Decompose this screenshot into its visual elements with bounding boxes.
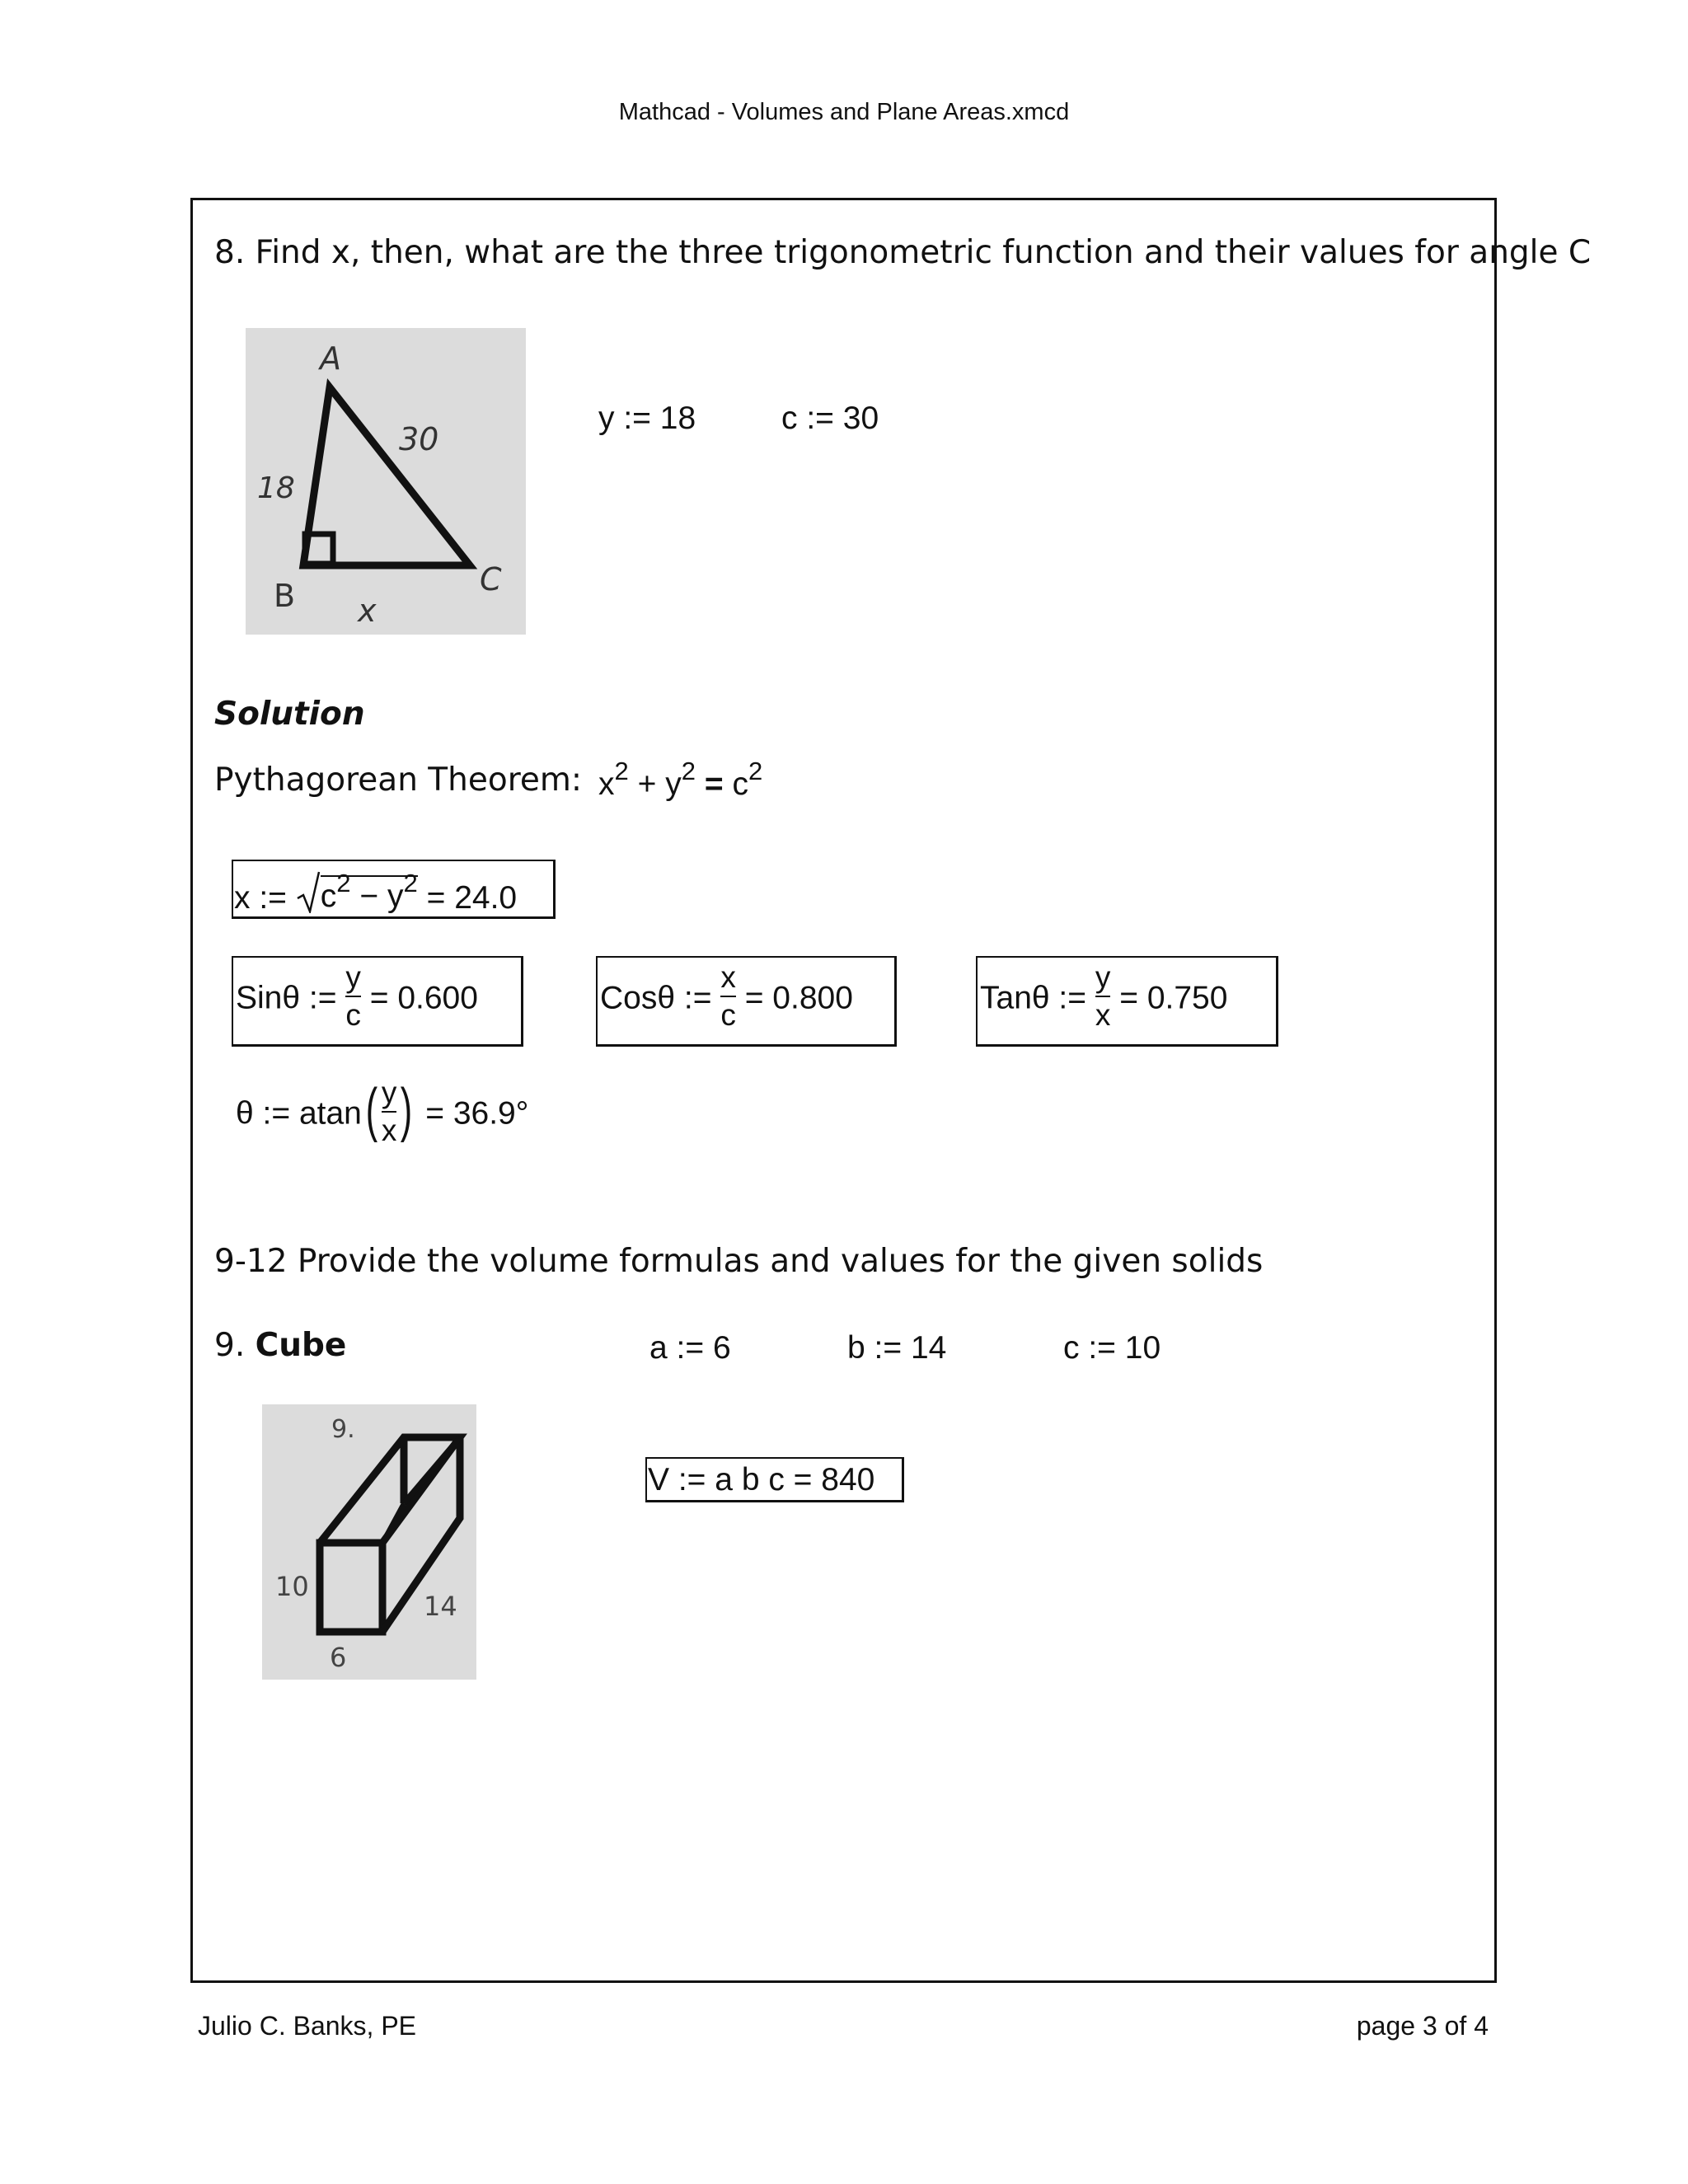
sin-result: = 0.600 xyxy=(369,980,478,1016)
cos-denominator: c xyxy=(720,998,736,1032)
cos-fraction xyxy=(720,959,736,1033)
document-title: Mathcad - Volumes and Plane Areas.xmcd xyxy=(618,99,1070,125)
y-definition: y := 18 xyxy=(598,401,696,436)
x-y-exp: 2 xyxy=(403,869,418,898)
tan-denominator: x xyxy=(1095,998,1111,1032)
volumes-intro: 9-12 Provide the volume formulas and values for the given solids xyxy=(214,1243,1264,1280)
pythag-x-exp: 2 xyxy=(614,757,629,785)
x-result: = 24.0 xyxy=(426,880,518,916)
pythag-x: x xyxy=(598,766,615,802)
edge-14-label: 14 xyxy=(424,1591,457,1622)
pythag-y: y xyxy=(665,766,682,802)
theta-denominator: x xyxy=(381,1113,397,1147)
x-y: y xyxy=(387,879,404,914)
sin-definition xyxy=(236,960,478,1037)
tan-numerator: y xyxy=(1095,959,1111,997)
vertex-c-label: C xyxy=(480,561,502,598)
sin-fraction xyxy=(345,959,361,1033)
vertex-b-label: B xyxy=(274,578,296,614)
sin-numerator: y xyxy=(345,959,361,997)
left-paren-icon: ( xyxy=(365,1077,378,1143)
footer-author: Julio C. Banks, PE xyxy=(198,2011,416,2041)
theta-lhs: θ := atan xyxy=(236,1095,362,1132)
cos-result: = 0.800 xyxy=(744,980,853,1016)
edge-10-label: 10 xyxy=(275,1571,309,1602)
x-c-exp: 2 xyxy=(336,869,351,898)
theta-result: = 36.9° xyxy=(425,1095,529,1132)
b-definition: b := 14 xyxy=(847,1330,947,1366)
theta-definition xyxy=(236,1078,528,1152)
x-c: c xyxy=(320,879,337,914)
footer-page-number: page 3 of 4 xyxy=(1356,2011,1489,2041)
right-triangle-drawing xyxy=(246,328,526,635)
cos-lhs: Cosθ := xyxy=(600,980,712,1016)
sqrt-icon xyxy=(296,880,321,916)
pythagorean-label: Pythagorean Theorem: xyxy=(214,762,583,799)
figure-9-label: 9. xyxy=(331,1415,355,1444)
problem-9-heading xyxy=(214,1327,346,1364)
vertex-a-label: A xyxy=(320,340,341,377)
pythag-eq: = xyxy=(704,766,724,802)
theta-fraction xyxy=(382,1075,397,1149)
sin-denominator: c xyxy=(345,998,361,1032)
c2-definition: c := 10 xyxy=(1063,1330,1161,1366)
side-bc-label: x xyxy=(358,593,377,629)
solution-heading: Solution xyxy=(214,696,365,733)
edge-6-label: 6 xyxy=(330,1642,347,1673)
pythagorean-equation xyxy=(598,757,763,803)
problem-9-number: 9. xyxy=(214,1327,246,1364)
tan-fraction xyxy=(1095,959,1111,1033)
volume-expression: V := a b c = 840 xyxy=(648,1462,875,1497)
x-minus: − xyxy=(359,879,379,914)
a-definition: a := 6 xyxy=(649,1330,731,1366)
theta-numerator: y xyxy=(382,1075,397,1113)
pythag-plus: + xyxy=(637,766,657,802)
pythag-y-exp: 2 xyxy=(681,757,696,785)
pythag-c: c xyxy=(732,766,748,802)
problem-8-prompt: 8. Find x, then, what are the three trigonometric function and their values for angle C xyxy=(214,234,1592,271)
right-paren-icon: ) xyxy=(401,1077,413,1143)
rectangular-prism-figure xyxy=(262,1404,476,1680)
tan-definition xyxy=(980,960,1228,1037)
cos-definition xyxy=(600,960,853,1037)
cos-numerator: x xyxy=(720,959,736,997)
side-ac-label: 30 xyxy=(399,421,439,457)
side-ab-label: 18 xyxy=(257,471,295,505)
c-definition: c := 30 xyxy=(781,401,879,436)
prism-drawing xyxy=(262,1404,476,1680)
x-lhs: x := xyxy=(234,880,287,916)
problem-9-title: Cube xyxy=(255,1327,347,1364)
tan-lhs: Tanθ := xyxy=(980,980,1087,1016)
pythag-c-exp: 2 xyxy=(748,757,763,785)
sin-lhs: Sinθ := xyxy=(236,980,337,1016)
x-definition xyxy=(234,869,518,916)
triangle-figure xyxy=(246,328,526,635)
tan-result: = 0.750 xyxy=(1119,980,1228,1016)
